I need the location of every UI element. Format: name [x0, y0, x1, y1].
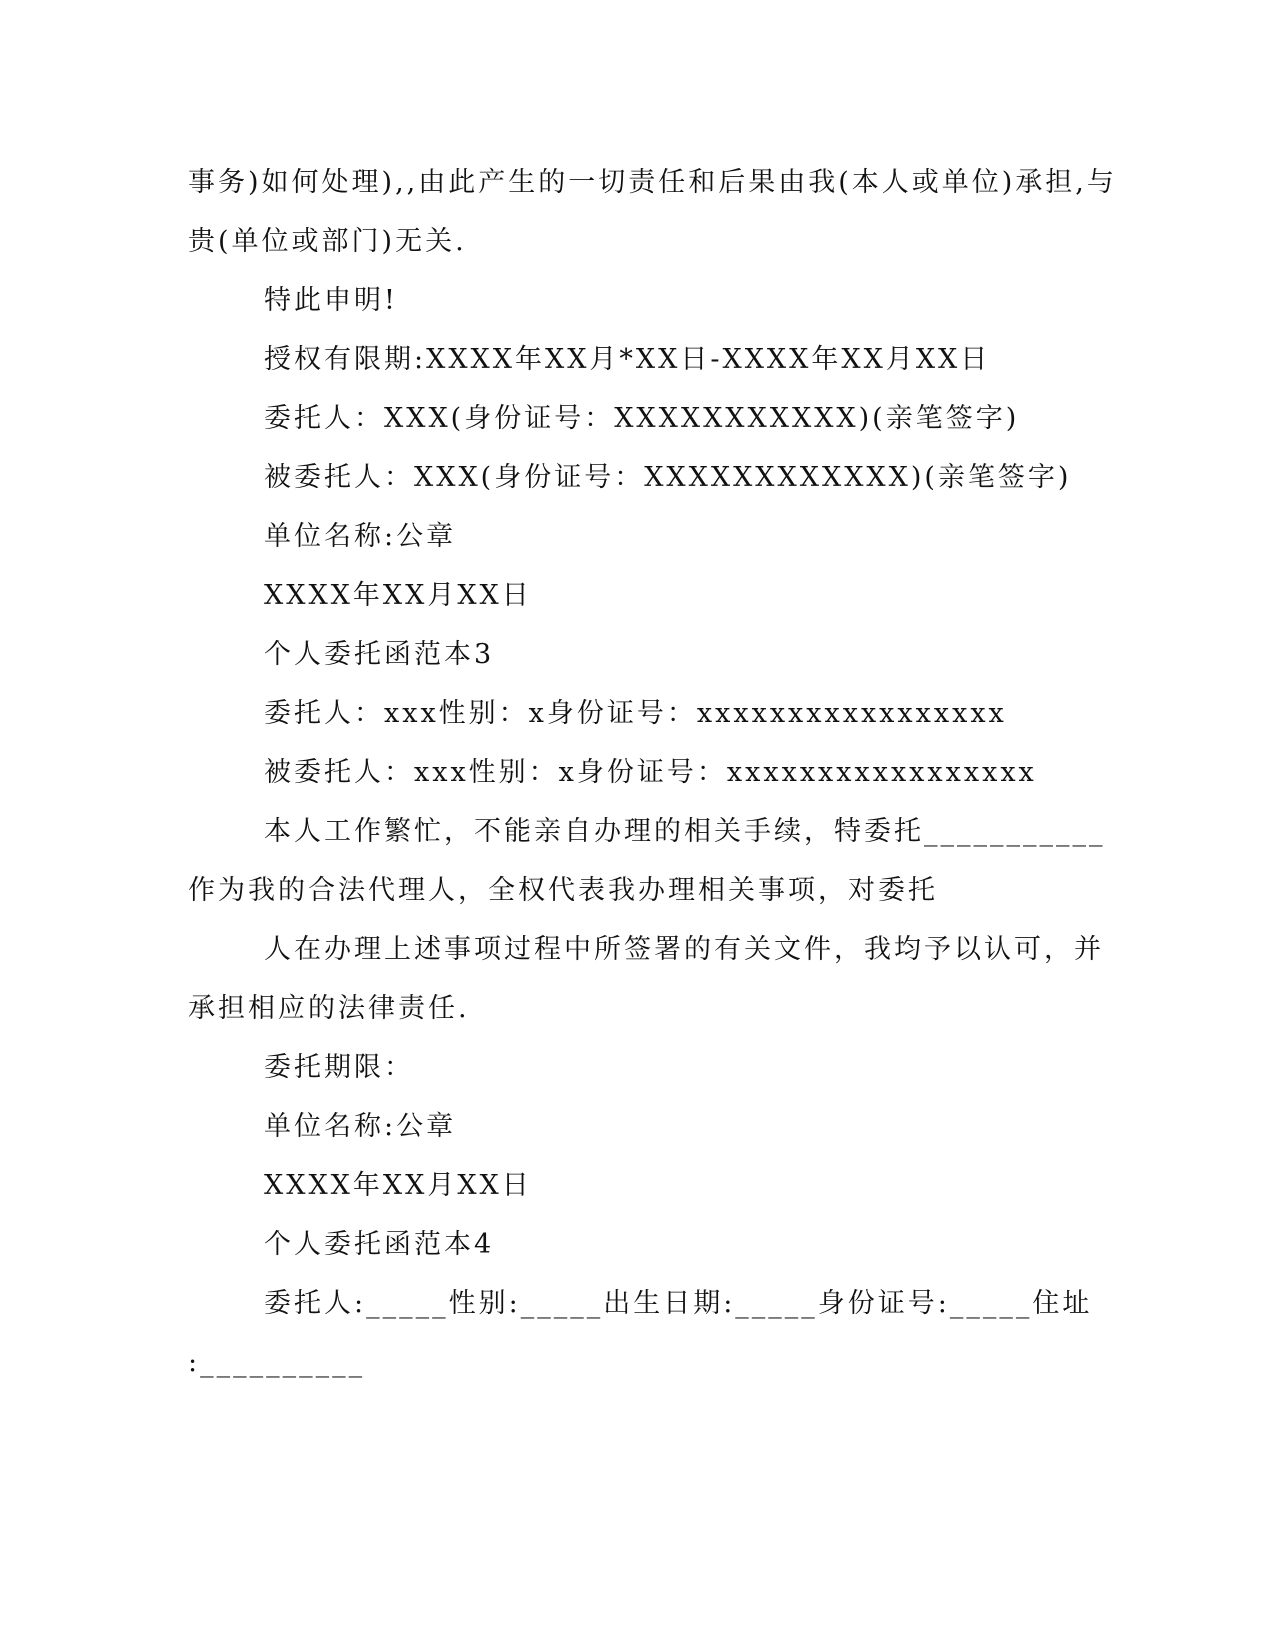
principal-form-line: 委托人:_____性别:_____出生日期:_____身份证号:_____住址 [264, 1288, 1093, 1319]
paragraph-line: 作为我的合法代理人，全权代表我办理相关事项，对委托 [188, 875, 938, 906]
section-heading: 个人委托函范本3 [264, 639, 495, 670]
paragraph-line: 贵(单位或部门)无关. [188, 226, 467, 257]
address-blank-line: :__________ [188, 1347, 366, 1378]
paragraph-line: 事务)如何处理),,由此产生的一切责任和后果由我(本人或单位)承担,与 [188, 167, 1117, 198]
declaration-line: 特此申明! [264, 285, 398, 316]
paragraph-line: 承担相应的法律责任. [188, 993, 470, 1024]
authorization-period: 授权有限期:XXXX年XX月*XX日-XXXX年XX月XX日 [264, 344, 991, 375]
unit-name-line: 单位名称:公章 [264, 521, 457, 552]
date-line: XXXX年XX月XX日 [264, 580, 532, 611]
agent-line: 被委托人：xxx性别：x身份证号：xxxxxxxxxxxxxxxxx [264, 757, 1037, 788]
paragraph-line: 人在办理上述事项过程中所签署的有关文件，我均予以认可，并 [264, 934, 1104, 965]
principal-line: 委托人：xxx性别：x身份证号：xxxxxxxxxxxxxxxxx [264, 698, 1007, 729]
date-line: XXXX年XX月XX日 [264, 1170, 532, 1201]
term-line: 委托期限： [264, 1052, 414, 1083]
section-heading: 个人委托函范本4 [264, 1229, 495, 1260]
paragraph-line: 本人工作繁忙，不能亲自办理的相关手续，特委托___________ [264, 816, 1106, 847]
principal-line: 委托人：XXX(身份证号：XXXXXXXXXXX)(亲笔签字) [264, 403, 1020, 434]
agent-line: 被委托人：XXX(身份证号：XXXXXXXXXXXX)(亲笔签字) [264, 462, 1072, 493]
unit-name-line: 单位名称:公章 [264, 1111, 457, 1142]
